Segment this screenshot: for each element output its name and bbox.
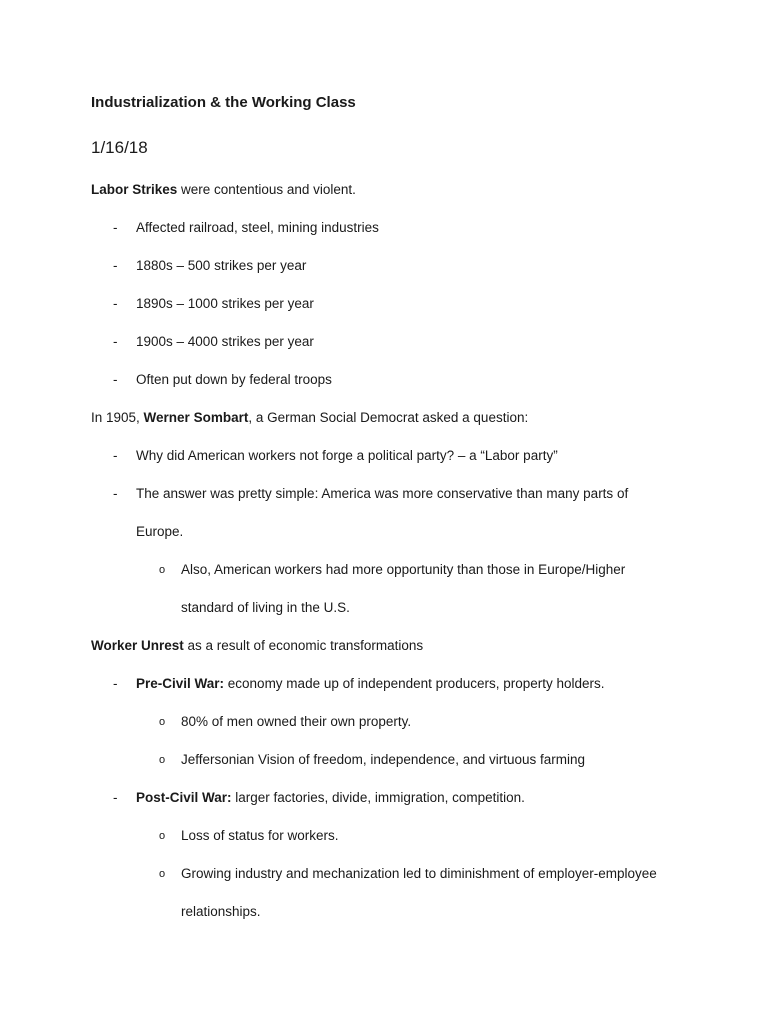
bold-term: Werner Sombart	[143, 410, 249, 425]
sub-list-item-text: relationships.	[181, 904, 261, 919]
sub-list-item-text: 80% of men owned their own property.	[181, 714, 412, 729]
sub-list-item-text: Growing industry and mechanization led to diminishment of employer-employee	[181, 866, 657, 881]
sub-list-item-text: Also, American workers had more opportunity than those in Europe/Higher	[181, 562, 626, 577]
dash-bullet: -	[113, 220, 118, 235]
list-item-text: The answer was pretty simple: America was more conservative than many parts of	[136, 486, 629, 501]
sub-list-item-text: Loss of status for workers.	[181, 828, 339, 843]
circle-bullet: o	[159, 830, 166, 842]
paragraph-text: as a result of economic transformations	[183, 638, 424, 653]
document-date: 1/16/18	[91, 138, 148, 157]
list-item-text: larger factories, divide, immigration, competition.	[231, 790, 525, 805]
circle-bullet: o	[159, 868, 166, 880]
circle-bullet: o	[159, 564, 166, 576]
list-item-text: Affected railroad, steel, mining industries	[136, 220, 379, 235]
bold-term: Pre-Civil War:	[136, 676, 225, 691]
paragraph-text: , a German Social Democrat asked a question:	[248, 410, 529, 425]
list-item-text: Often put down by federal troops	[136, 372, 332, 387]
paragraph-text: were contentious and violent.	[177, 182, 356, 197]
bold-term: Worker Unrest	[91, 638, 184, 653]
dash-bullet: -	[113, 258, 118, 273]
dash-bullet: -	[113, 334, 118, 349]
list-item-text: 1900s – 4000 strikes per year	[136, 334, 314, 349]
dash-bullet: -	[113, 296, 118, 311]
circle-bullet: o	[159, 716, 166, 728]
sub-list-item-text: standard of living in the U.S.	[181, 600, 350, 615]
dash-bullet: -	[113, 676, 118, 691]
dash-bullet: -	[113, 486, 118, 501]
list-item-text: economy made up of independent producers, property holders.	[224, 676, 605, 691]
dash-bullet: -	[113, 790, 118, 805]
list-item-text: Why did American workers not forge a political party? – a “Labor party”	[136, 448, 558, 463]
circle-bullet: o	[159, 754, 166, 766]
dash-bullet: -	[113, 448, 118, 463]
sub-list-item-text: Jeffersonian Vision of freedom, independence, and virtuous farming	[181, 752, 586, 767]
list-item-text: 1890s – 1000 strikes per year	[136, 296, 314, 311]
list-item-text: Europe.	[136, 524, 184, 539]
list-item-text: 1880s – 500 strikes per year	[136, 258, 307, 273]
document-title: Industrialization & the Working Class	[91, 94, 356, 111]
dash-bullet: -	[113, 372, 118, 387]
bold-term: Labor Strikes	[91, 182, 178, 197]
bold-term: Post-Civil War:	[136, 790, 232, 805]
paragraph-text: In 1905,	[91, 410, 144, 425]
